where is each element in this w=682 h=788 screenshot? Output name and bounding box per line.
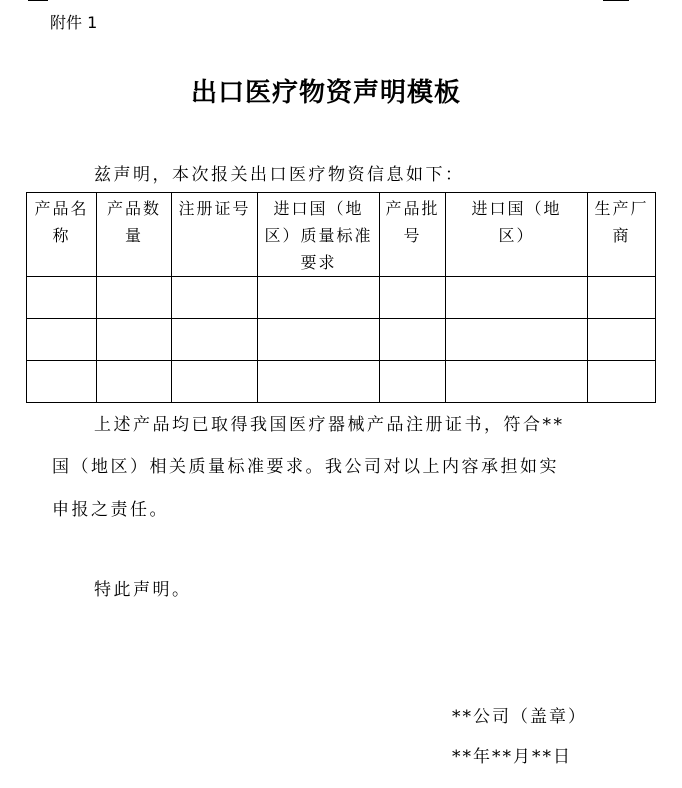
header-batch-number — [380, 193, 446, 277]
header-registration-number — [172, 193, 258, 277]
table-row — [27, 277, 656, 319]
signature-company: **公司（盖章） — [452, 707, 587, 727]
table-cell[interactable] — [446, 319, 588, 361]
page-corner-mark-left — [28, 0, 48, 1]
closing-statement: 特此声明。 — [94, 580, 192, 600]
table-row — [27, 361, 656, 403]
table-cell[interactable] — [27, 319, 97, 361]
table-cell[interactable] — [588, 319, 656, 361]
declaration-line-2: 国（地区）相关质量标准要求。我公司对以上内容承担如实 — [52, 457, 559, 477]
table-cell[interactable] — [27, 277, 97, 319]
table-cell[interactable] — [258, 277, 380, 319]
header-quality-standard-text: 进口国（地区）质量标准要求 — [264, 199, 373, 272]
page-corner-mark-right — [603, 0, 629, 1]
table-cell[interactable] — [258, 319, 380, 361]
header-quality-standard — [258, 193, 380, 277]
table-cell[interactable] — [97, 319, 172, 361]
header-manufacturer — [588, 193, 656, 277]
table-cell[interactable] — [172, 277, 258, 319]
header-importing-country — [446, 193, 588, 277]
table-cell[interactable] — [97, 277, 172, 319]
product-info-table — [26, 192, 656, 403]
table-cell[interactable] — [446, 361, 588, 403]
declaration-line-3: 申报之责任。 — [52, 500, 169, 520]
signature-date: **年**月**日 — [452, 747, 572, 767]
declaration-line-1: 上述产品均已取得我国医疗器械产品注册证书，符合** — [94, 415, 565, 435]
table-cell[interactable] — [446, 277, 588, 319]
document-title: 出口医疗物资声明模板 — [190, 78, 461, 108]
table-cell[interactable] — [380, 361, 446, 403]
table-row — [27, 319, 656, 361]
header-product-name-text: 产品名称 — [34, 199, 89, 245]
header-product-name — [27, 193, 97, 277]
table-cell[interactable] — [97, 361, 172, 403]
header-product-quantity — [97, 193, 172, 277]
intro-statement: 兹声明，本次报关出口医疗物资信息如下： — [94, 165, 465, 185]
table-cell[interactable] — [172, 361, 258, 403]
table-cell[interactable] — [172, 319, 258, 361]
table-cell[interactable] — [380, 277, 446, 319]
table-cell[interactable] — [588, 361, 656, 403]
table-header-row — [27, 193, 656, 277]
table-cell[interactable] — [380, 319, 446, 361]
header-importing-country-text: 进口国（地区） — [471, 199, 562, 245]
header-batch-number-text: 产品批号 — [385, 199, 440, 245]
table-cell[interactable] — [27, 361, 97, 403]
header-registration-number-text: 注册证号 — [178, 199, 251, 218]
header-manufacturer-text: 生产厂商 — [594, 199, 649, 245]
table-cell[interactable] — [588, 277, 656, 319]
header-product-quantity-text: 产品数量 — [106, 199, 161, 245]
attachment-label: 附件 1 — [50, 13, 98, 32]
table-cell[interactable] — [258, 361, 380, 403]
